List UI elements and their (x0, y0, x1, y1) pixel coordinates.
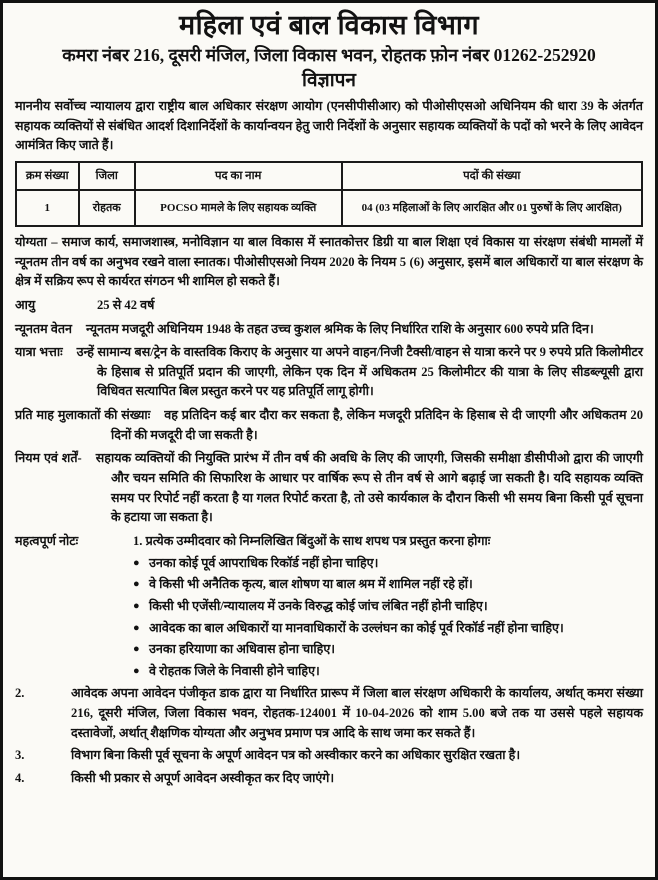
list-item (133, 619, 643, 639)
section-travel-allowance (15, 343, 643, 402)
important-note-label: महत्वपूर्ण नोटः (15, 533, 79, 548)
header-serial-number: क्रम संख्या (16, 162, 79, 190)
section-age (15, 296, 643, 316)
item-number: 3. (15, 748, 25, 763)
section-age-text: 25 से 42 वर्ष (97, 297, 155, 312)
cell-serial-number: 1 (16, 190, 79, 226)
bullet-text: वे रोहतक जिले के निवासी होने चाहिए। (149, 663, 320, 678)
page-title: महिला एवं बाल विकास विभाग (178, 10, 480, 40)
numbered-item-4 (15, 769, 643, 789)
section-minimum-wage (15, 320, 643, 340)
item-text: किसी भी प्रकार से अपूर्ण आवेदन अस्वीकृत कर दिए जाएंगे। (71, 771, 335, 785)
bullet-icon: ● (133, 556, 140, 569)
cell-district: रोहतक (79, 190, 135, 226)
list-item (133, 662, 643, 682)
bullet-text: वे किसी भी अनैतिक कृत्य, बाल शोषण या बाल श्रम में शामिल नहीं रहे हों। (149, 577, 473, 592)
item-number: 4. (15, 771, 25, 785)
section-terms-conditions-text: सहायक व्यक्तियों की नियुक्ति प्रारंभ में तीन वर्ष की अवधि के लिए की जाएगी, जिसकी समीक्षा डीसीपीओ द्वारा की जाएगी और चयन समिति की सिफारिश के आधार पर वार्षिक रूप से तीन वर्ष से आगे बढ़ाई जा सकती है। यदि सहायक व्यक्ति समय पर रिपोर्ट नहीं करता है या गलत रिपोर्ट करता है, तो उसे कार्यकाल के दौरान किसी भी समय बिना किसी पूर्व सूचना के हटाया जा सकता है। (95, 451, 644, 525)
bullet-icon: ● (133, 621, 140, 634)
important-note-body (133, 532, 643, 681)
list-item (133, 640, 643, 660)
header-post-count: पदों की संख्या (342, 162, 643, 190)
advertisement-heading: विज्ञापन (302, 70, 356, 92)
address-line: कमरा नंबर 216, दूसरी मंजिल, जिला विकास भवन, रोहतक फ़ोन नंबर 01262-252920 (62, 44, 596, 65)
cell-post-count: 04 (03 महिलाओं के लिए आरक्षित और 01 पुरुषों के लिए आरक्षित) (342, 190, 643, 226)
bullet-text: उनका कोई पूर्व आपराधिक रिकॉर्ड नहीं होना चाहिए। (149, 555, 379, 570)
vacancy-table (15, 161, 643, 227)
header-district: जिला (79, 162, 135, 190)
section-terms-conditions (15, 449, 643, 528)
section-travel-allowance-text: उन्हें सामान्य बस/ट्रेन के वास्तविक किराए के अनुसार या अपने वाहन/निजी टैक्सी/वाहन से यात्रा करने पर 9 रुपये प्रति किलोमीटर के हिसाब से प्रतिपूर्ति प्रदान की जाएगी, लेकिन एक दिन में अधिकतम 25 किलोमीटर की यात्रा के लिए सीडब्ल्यूसी द्वारा विधिवत सत्यापित बिल प्रस्तुत करने पर यह प्रतिपूर्ति लागू होगी। (76, 345, 643, 399)
table-header-row (16, 162, 642, 190)
section-travel-allowance-label: यात्रा भत्ताः (15, 345, 63, 360)
bullet-text: उनका हरियाणा का अधिवास होना चाहिए। (149, 642, 336, 657)
bullet-icon: ● (133, 664, 140, 677)
bullet-text: किसी भी एजेंसी/न्यायालय में उनके विरुद्ध कोई जांच लंबित नहीं होनी चाहिए। (149, 598, 488, 613)
section-monthly-visits (15, 406, 643, 445)
important-note-section (15, 532, 643, 681)
intro-paragraph: माननीय सर्वोच्च न्यायालय द्वारा राष्ट्रीय बाल अधिकार संरक्षण आयोग (एनसीपीसीआर) को पीओसीएसओ अधिनियम की धारा 39 के अंतर्गत सहायक व्यक्तियों से संबंधित आदर्श दिशानिर्देशों के कार्यान्वयन हेतु जारी निर्देशों के अनुसार सहायक व्यक्तियों के पदों को भरने के लिए आवेदन आमंत्रित किए जाते हैं। (15, 99, 643, 153)
bullet-text: आवेदक का बाल अधिकारों या मानवाधिकारों के उल्लंघन का कोई पूर्व रिकॉर्ड नहीं होना चाहिए। (149, 620, 564, 635)
item-text: आवेदक अपना आवेदन पंजीकृत डाक द्वारा या निर्धारित प्रारूप में जिला बाल संरक्षण अधिकारी के कार्यालय, अर्थात् कमरा संख्या 216, दूसरी मंजिल, जिला विकास भवन, रोहतक-124001 में 10-04-2026 को शाम 5.00 बजे तक या उससे पहले सहायक दस्तावेजों, अर्थात् शैक्षणिक योग्यता और अनुभव प्रमाण पत्र आदि के साथ जमा कर सकते हैं। (71, 686, 643, 740)
section-minimum-wage-label: न्यूनतम वेतन (15, 321, 73, 336)
item-text: विभाग बिना किसी पूर्व सूचना के अपूर्ण आवेदन पत्र को अस्वीकार करने का अधिकार सुरक्षित रखता है। (71, 748, 521, 763)
section-eligibility (15, 233, 643, 292)
bullet-icon: ● (133, 578, 140, 591)
section-monthly-visits-label: प्रति माह मुलाकातों की संख्याः (15, 408, 151, 423)
section-eligibility-label: योग्यता – (15, 234, 58, 249)
numbered-item-2 (15, 684, 643, 743)
section-monthly-visits-text: वह प्रतिदिन कई बार दौरा कर सकता है, लेकिन मजदूरी प्रतिदिन के हिसाब से दी जाएगी और अधिकतम 20 दिनों की मजदूरी दी जा सकती है। (111, 408, 643, 442)
table-row (16, 190, 642, 226)
item-number: 2. (15, 686, 25, 701)
bullet-icon: ● (133, 643, 140, 656)
list-item (133, 597, 643, 617)
section-minimum-wage-text: न्यूनतम मजदूरी अधिनियम 1948 के तहत उच्च कुशल श्रमिक के लिए निर्धारित राशि के अनुसार 600 रुपये प्रति दिन। (86, 321, 594, 336)
list-item (133, 575, 643, 595)
section-terms-conditions-label: नियम एवं शर्तें- (15, 451, 82, 466)
important-note-item1: 1. प्रत्येक उम्मीदवार को निम्नलिखित बिंदुओं के साथ शपथ पत्र प्रस्तुत करना होगाः (133, 533, 491, 548)
list-item (133, 554, 643, 574)
cell-post-name: POCSO मामले के लिए सहायक व्यक्ति (135, 190, 342, 226)
section-age-label: आयु (15, 297, 36, 312)
bullet-icon: ● (133, 599, 140, 612)
section-eligibility-text: समाज कार्य, समाजशास्त्र, मनोविज्ञान या बाल विकास में स्नातकोत्तर डिग्री या बाल शिक्षा एवं विकास या संरक्षण संबंधी मामलों में न्यूनतम तीन वर्ष का अनुभव रखने वाला स्नातक। पीओसीएसओ नियम 2020 के नियम 5 (6) अनुसार, इसमें बाल अधिकारों या बाल संरक्षण के क्षेत्र में सक्रिय रूप से कार्यरत संगठन भी शामिल हो सकते हैं। (15, 234, 643, 289)
header-post-name: पद का नाम (135, 162, 342, 190)
numbered-item-3 (15, 746, 643, 766)
